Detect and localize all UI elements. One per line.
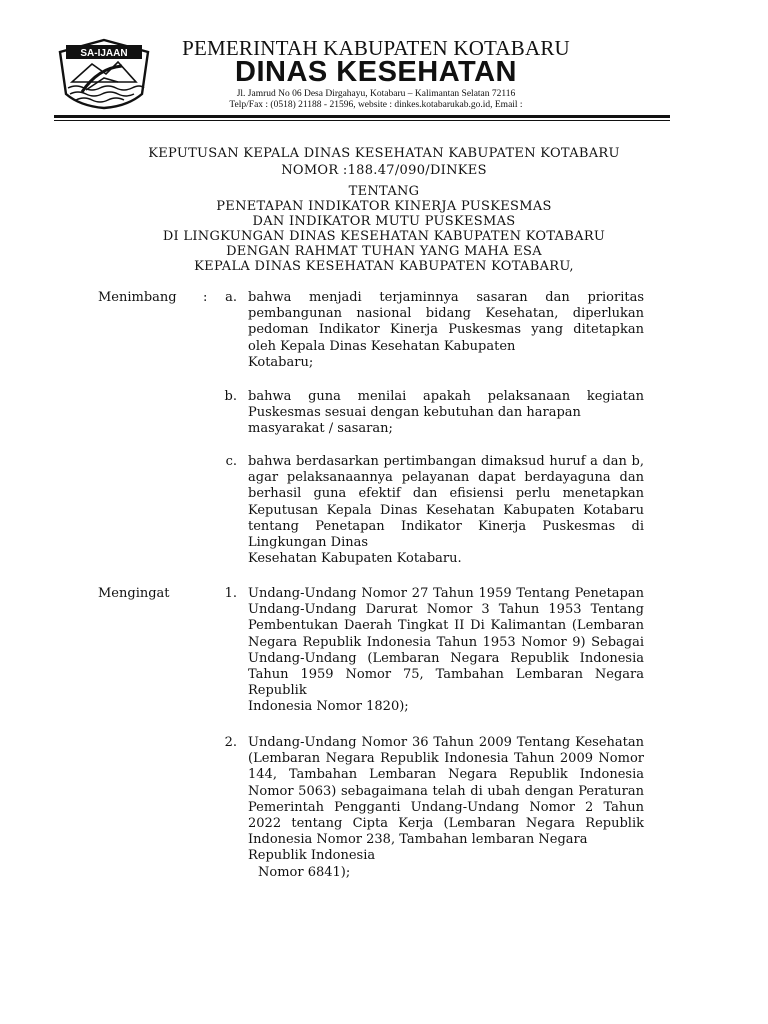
header-contact: Telp/Fax : (0518) 21188 - 21596, website : dinkes.kotabarukab.go.id, Email : [229,100,523,110]
mengingat-item-2-text: Undang-Undang Nomor 36 Tahun 2009 Tentang Kesehatan (Lembaran Negara Republik Indonesia Tahun 2009 Nomor 144, Tambahan Lembaran Negara Republik Indonesia Nomor 5063) sebagaimana telah di ubah dengan Peraturan Pemerintah Pengganti Undang-Undang Nomor 2 Tahun 2022 tentang Cipta Kerja (Lembaran Negara Republik Indonesia Nomor 238, Tambahan lembaran Negara [248,735,644,848]
decree-invocation: DENGAN RAHMAT TUHAN YANG MAHA ESA [226,244,542,259]
header-address: Jl. Jamrud No 06 Desa Dirgahayu, Kotabaru – Kalimantan Selatan 72116 [236,89,516,99]
menimbang-item-c-tail: Kesehatan Kabupaten Kotabaru. [248,551,462,567]
decree-subject-line1: PENETAPAN INDIKATOR KINERJA PUSKESMAS [216,199,552,214]
mengingat-marker-2: 2. [224,735,237,750]
mengingat-item-1-text: Undang-Undang Nomor 27 Tahun 1959 Tentang Penetapan Undang-Undang Darurat Nomor 3 Tahun 1953 Tentang Pembentukan Daerah Tingkat II Di Kalimantan (Lembaran Negara Republik Indonesia Tahun 1953 Nomor 9) Sebagai Undang-Undang (Lembaran Negara Republik Indonesia Tahun 1959 Nomor 75, Tambahan Lembaran Negara Republik [248,586,644,699]
menimbang-label: Menimbang [98,290,177,305]
mengingat-item-2 [248,735,644,881]
mengingat-item-1-tail: Indonesia Nomor 1820); [248,699,409,715]
mengingat-item-2-tail: Republik Indonesia [248,848,376,864]
decree-subject-line2: DAN INDIKATOR MUTU PUSKESMAS [252,214,516,229]
menimbang-item-a-text: bahwa menjadi terjaminnya sasaran dan prioritas pembangunan nasional bidang Kesehatan, diperlukan pedoman Indikator Kinerja Puskesmas yang ditetapkan oleh Kepala Dinas Kesehatan Kabupaten [248,290,644,354]
menimbang-item-b-text: bahwa guna menilai apakah pelaksanaan kegiatan Puskesmas sesuai dengan kebutuhan dan harapan [248,389,644,421]
mengingat-item-1 [248,586,644,716]
menimbang-marker-b: b. [224,389,237,404]
logo-banner-text: SA-IJAAN [80,48,128,59]
menimbang-item-a-tail: Kotabaru; [248,354,314,370]
header-government: PEMERINTAH KABUPATEN KOTABARU [182,36,570,60]
header-department: DINAS KESEHATAN [235,56,517,88]
menimbang-item-c [248,454,644,567]
menimbang-item-c-text: bahwa berdasarkan pertimbangan dimaksud huruf a dan b, agar pelaksanaannya pelayanan dapat berdayaguna dan berhasil guna efektif dan efisiensi perlu menetapkan Keputusan Kepala Dinas Kesehatan Kabupaten Kotabaru tentang Penetapan Indikator Kinerja Puskesmas di Lingkungan Dinas [248,454,644,551]
decree-about-label: TENTANG [348,184,420,199]
decree-title: KEPUTUSAN KEPALA DINAS KESEHATAN KABUPATEN KOTABARU [148,146,620,161]
menimbang-colon: : [203,290,208,305]
mengingat-item-2-trail: Nomor 6841); [258,864,351,880]
menimbang-marker-c: c. [225,454,237,469]
menimbang-item-a [248,290,644,371]
menimbang-marker-a: a. [225,290,237,305]
mengingat-marker-1: 1. [224,586,237,601]
header-divider-thick [54,115,670,118]
header-divider-thin [54,120,670,121]
kotabaru-emblem-logo [58,38,150,110]
mengingat-label: Mengingat [98,586,170,601]
menimbang-item-b [248,389,644,438]
decree-subject-line3: DI LINGKUNGAN DINAS KESEHATAN KABUPATEN KOTABARU [162,229,606,244]
decree-number: NOMOR :188.47/090/DINKES [281,163,487,178]
decree-issuer: KEPALA DINAS KESEHATAN KABUPATEN KOTABARU, [194,259,574,274]
menimbang-item-b-tail: masyarakat / sasaran; [248,421,393,437]
